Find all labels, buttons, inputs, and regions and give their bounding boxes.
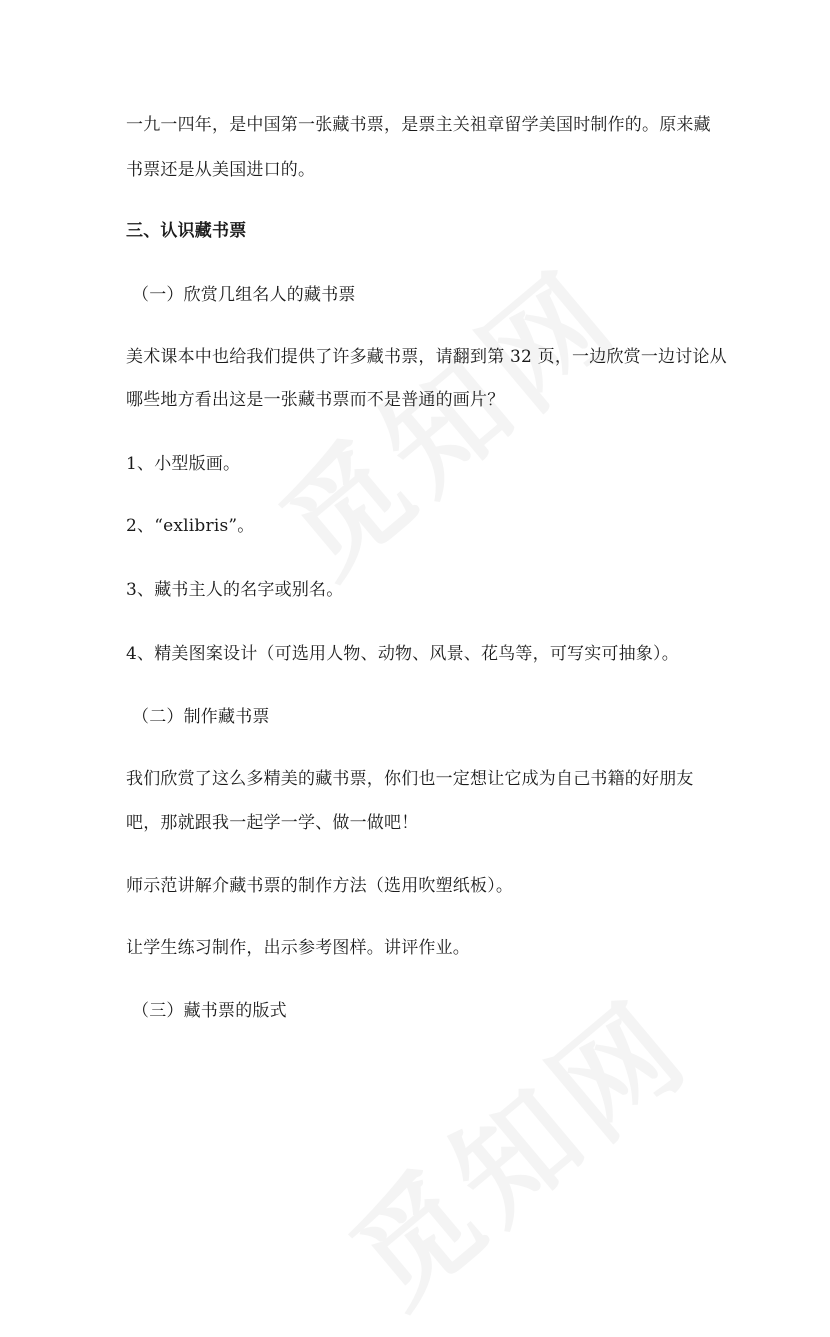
watermark-bottom (310, 955, 719, 1337)
list-item-1: 1、小型版画。 (126, 454, 241, 474)
paragraph-line-5: 我们欣赏了这么多精美的藏书票，你们也一定想让它成为自己书籍的好朋友 (126, 769, 694, 789)
paragraph-line-7: 师示范讲解介藏书票的制作方法（选用吹塑纸板）。 (126, 876, 514, 896)
paragraph-line-3: 美术课本中也给我们提供了许多藏书票，请翻到第 32 页，一边欣赏一边讨论从 (126, 347, 727, 367)
paragraph-line-2: 书票还是从美国进口的。 (126, 160, 316, 180)
paragraph-line-4: 哪些地方看出这是一张藏书票而不是普通的画片？ (126, 390, 505, 410)
list-item-3: 3、藏书主人的名字或别名。 (126, 580, 344, 600)
subsection-heading-1: （一）欣赏几组名人的藏书票 (132, 285, 356, 305)
list-item-2: 2、“exlibris”。 (126, 516, 255, 536)
subsection-heading-3: （三）藏书票的版式 (132, 1001, 287, 1021)
section-heading: 三、认识藏书票 (126, 221, 247, 241)
paragraph-line-6: 吧，那就跟我一起学一学、做一做吧！ (126, 813, 419, 833)
watermark (240, 225, 649, 607)
paragraph-line-8: 让学生练习制作，出示参考图样。讲评作业。 (126, 938, 470, 958)
subsection-heading-2: （二）制作藏书票 (132, 707, 270, 727)
paragraph-line-1: 一九一四年，是中国第一张藏书票，是票主关祖章留学美国时制作的。原来藏 (126, 115, 711, 135)
list-item-4: 4、精美图案设计（可选用人物、动物、风景、花鸟等，可写实可抽象）。 (126, 644, 679, 664)
